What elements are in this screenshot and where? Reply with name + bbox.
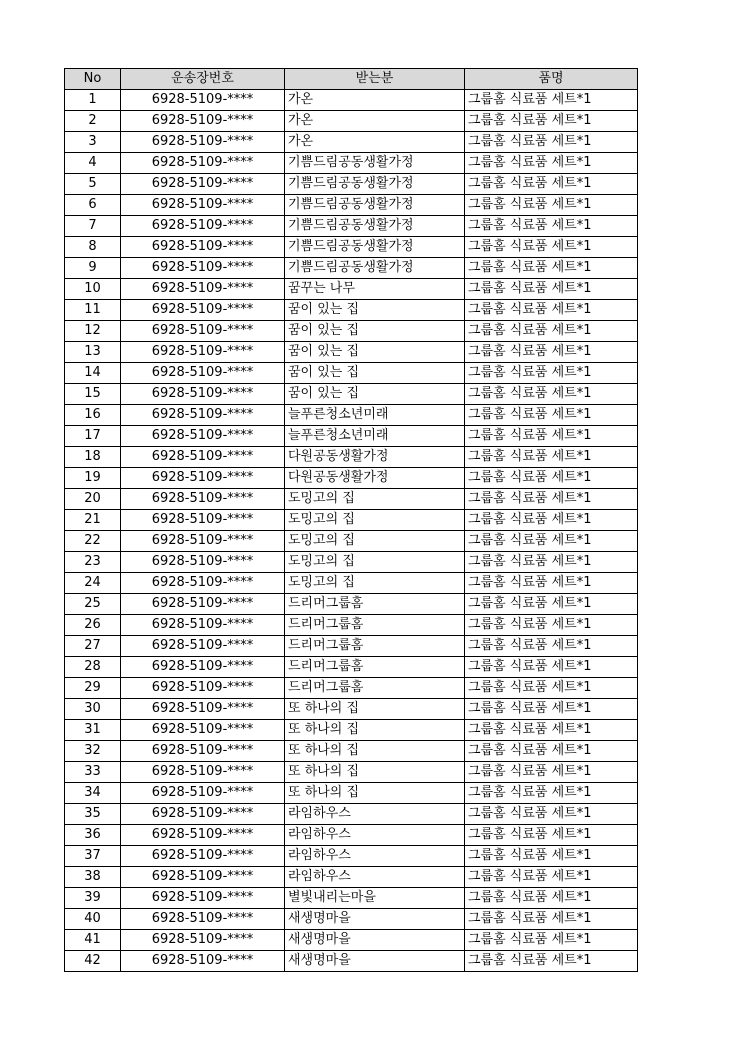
table-row xyxy=(65,363,638,384)
cell-item-name: 그룹홈 식료품 세트*1 xyxy=(465,447,638,468)
cell-recipient: 또 하나의 집 xyxy=(285,720,465,741)
cell-item-name: 그룹홈 식료품 세트*1 xyxy=(465,426,638,447)
cell-item-name: 그룹홈 식료품 세트*1 xyxy=(465,405,638,426)
cell-item-name: 그룹홈 식료품 세트*1 xyxy=(465,468,638,489)
header-no: No xyxy=(65,69,121,90)
cell-item-name: 그룹홈 식료품 세트*1 xyxy=(465,846,638,867)
cell-no: 23 xyxy=(65,552,121,573)
table-header xyxy=(65,69,638,90)
cell-item-name: 그룹홈 식료품 세트*1 xyxy=(465,951,638,972)
cell-tracking-number: 6928-5109-**** xyxy=(121,384,285,405)
table-row xyxy=(65,153,638,174)
header-item-name: 품명 xyxy=(465,69,638,90)
cell-no: 2 xyxy=(65,111,121,132)
table-row xyxy=(65,237,638,258)
cell-no: 5 xyxy=(65,174,121,195)
cell-no: 9 xyxy=(65,258,121,279)
cell-recipient: 가온 xyxy=(285,90,465,111)
cell-tracking-number: 6928-5109-**** xyxy=(121,363,285,384)
cell-recipient: 라임하우스 xyxy=(285,825,465,846)
cell-item-name: 그룹홈 식료품 세트*1 xyxy=(465,909,638,930)
cell-recipient: 꿈이 있는 집 xyxy=(285,363,465,384)
cell-no: 30 xyxy=(65,699,121,720)
cell-tracking-number: 6928-5109-**** xyxy=(121,132,285,153)
cell-recipient: 새생명마을 xyxy=(285,909,465,930)
cell-recipient: 또 하나의 집 xyxy=(285,741,465,762)
cell-recipient: 새생명마을 xyxy=(285,951,465,972)
cell-recipient: 기쁨드림공동생활가정 xyxy=(285,237,465,258)
cell-recipient: 새생명마을 xyxy=(285,930,465,951)
cell-tracking-number: 6928-5109-**** xyxy=(121,846,285,867)
cell-no: 27 xyxy=(65,636,121,657)
table-row xyxy=(65,279,638,300)
cell-no: 28 xyxy=(65,657,121,678)
cell-item-name: 그룹홈 식료품 세트*1 xyxy=(465,699,638,720)
cell-tracking-number: 6928-5109-**** xyxy=(121,195,285,216)
cell-recipient: 라임하우스 xyxy=(285,804,465,825)
cell-recipient: 드리머그룹홈 xyxy=(285,594,465,615)
header-tracking-number: 운송장번호 xyxy=(121,69,285,90)
cell-recipient: 도밍고의 집 xyxy=(285,552,465,573)
cell-recipient: 다원공동생활가정 xyxy=(285,468,465,489)
cell-item-name: 그룹홈 식료품 세트*1 xyxy=(465,615,638,636)
cell-tracking-number: 6928-5109-**** xyxy=(121,636,285,657)
table-row xyxy=(65,720,638,741)
cell-recipient: 또 하나의 집 xyxy=(285,699,465,720)
cell-tracking-number: 6928-5109-**** xyxy=(121,951,285,972)
table-row xyxy=(65,825,638,846)
cell-item-name: 그룹홈 식료품 세트*1 xyxy=(465,636,638,657)
cell-tracking-number: 6928-5109-**** xyxy=(121,258,285,279)
cell-item-name: 그룹홈 식료품 세트*1 xyxy=(465,153,638,174)
cell-no: 41 xyxy=(65,930,121,951)
cell-item-name: 그룹홈 식료품 세트*1 xyxy=(465,489,638,510)
cell-no: 4 xyxy=(65,153,121,174)
cell-item-name: 그룹홈 식료품 세트*1 xyxy=(465,783,638,804)
cell-tracking-number: 6928-5109-**** xyxy=(121,678,285,699)
cell-recipient: 드리머그룹홈 xyxy=(285,615,465,636)
cell-tracking-number: 6928-5109-**** xyxy=(121,111,285,132)
cell-tracking-number: 6928-5109-**** xyxy=(121,720,285,741)
cell-recipient: 도밍고의 집 xyxy=(285,510,465,531)
cell-item-name: 그룹홈 식료품 세트*1 xyxy=(465,132,638,153)
cell-item-name: 그룹홈 식료품 세트*1 xyxy=(465,279,638,300)
cell-tracking-number: 6928-5109-**** xyxy=(121,279,285,300)
table-row xyxy=(65,489,638,510)
cell-recipient: 가온 xyxy=(285,111,465,132)
cell-recipient: 도밍고의 집 xyxy=(285,489,465,510)
cell-no: 19 xyxy=(65,468,121,489)
table-row xyxy=(65,783,638,804)
cell-recipient: 또 하나의 집 xyxy=(285,762,465,783)
table-row xyxy=(65,342,638,363)
cell-tracking-number: 6928-5109-**** xyxy=(121,90,285,111)
cell-tracking-number: 6928-5109-**** xyxy=(121,153,285,174)
cell-tracking-number: 6928-5109-**** xyxy=(121,762,285,783)
cell-item-name: 그룹홈 식료품 세트*1 xyxy=(465,90,638,111)
cell-recipient: 꿈꾸는 나무 xyxy=(285,279,465,300)
cell-tracking-number: 6928-5109-**** xyxy=(121,573,285,594)
cell-no: 31 xyxy=(65,720,121,741)
cell-item-name: 그룹홈 식료품 세트*1 xyxy=(465,741,638,762)
table-row xyxy=(65,90,638,111)
table-row xyxy=(65,594,638,615)
cell-no: 16 xyxy=(65,405,121,426)
table-row xyxy=(65,510,638,531)
cell-tracking-number: 6928-5109-**** xyxy=(121,489,285,510)
cell-recipient: 라임하우스 xyxy=(285,846,465,867)
cell-recipient: 드리머그룹홈 xyxy=(285,636,465,657)
cell-no: 18 xyxy=(65,447,121,468)
cell-tracking-number: 6928-5109-**** xyxy=(121,405,285,426)
cell-tracking-number: 6928-5109-**** xyxy=(121,510,285,531)
cell-recipient: 또 하나의 집 xyxy=(285,783,465,804)
cell-item-name: 그룹홈 식료품 세트*1 xyxy=(465,321,638,342)
cell-recipient: 도밍고의 집 xyxy=(285,573,465,594)
cell-tracking-number: 6928-5109-**** xyxy=(121,237,285,258)
table-row xyxy=(65,930,638,951)
cell-no: 36 xyxy=(65,825,121,846)
cell-item-name: 그룹홈 식료품 세트*1 xyxy=(465,363,638,384)
cell-no: 7 xyxy=(65,216,121,237)
cell-item-name: 그룹홈 식료품 세트*1 xyxy=(465,174,638,195)
cell-no: 26 xyxy=(65,615,121,636)
cell-recipient: 늘푸른청소년미래 xyxy=(285,426,465,447)
cell-no: 40 xyxy=(65,909,121,930)
cell-item-name: 그룹홈 식료품 세트*1 xyxy=(465,216,638,237)
cell-item-name: 그룹홈 식료품 세트*1 xyxy=(465,195,638,216)
table-row xyxy=(65,468,638,489)
cell-item-name: 그룹홈 식료품 세트*1 xyxy=(465,804,638,825)
cell-recipient: 늘푸른청소년미래 xyxy=(285,405,465,426)
cell-item-name: 그룹홈 식료품 세트*1 xyxy=(465,237,638,258)
table-row xyxy=(65,909,638,930)
table-row xyxy=(65,573,638,594)
cell-item-name: 그룹홈 식료품 세트*1 xyxy=(465,867,638,888)
cell-no: 29 xyxy=(65,678,121,699)
cell-no: 14 xyxy=(65,363,121,384)
cell-tracking-number: 6928-5109-**** xyxy=(121,531,285,552)
cell-no: 20 xyxy=(65,489,121,510)
table-row xyxy=(65,888,638,909)
cell-tracking-number: 6928-5109-**** xyxy=(121,615,285,636)
table-row xyxy=(65,531,638,552)
cell-no: 1 xyxy=(65,90,121,111)
cell-item-name: 그룹홈 식료품 세트*1 xyxy=(465,888,638,909)
cell-recipient: 기쁨드림공동생활가정 xyxy=(285,258,465,279)
cell-no: 21 xyxy=(65,510,121,531)
cell-no: 3 xyxy=(65,132,121,153)
cell-tracking-number: 6928-5109-**** xyxy=(121,426,285,447)
cell-item-name: 그룹홈 식료품 세트*1 xyxy=(465,594,638,615)
table-row xyxy=(65,405,638,426)
cell-no: 32 xyxy=(65,741,121,762)
cell-item-name: 그룹홈 식료품 세트*1 xyxy=(465,678,638,699)
table-row xyxy=(65,867,638,888)
table-row xyxy=(65,741,638,762)
table-row xyxy=(65,216,638,237)
table-row xyxy=(65,111,638,132)
cell-recipient: 꿈이 있는 집 xyxy=(285,300,465,321)
cell-recipient: 기쁨드림공동생활가정 xyxy=(285,174,465,195)
cell-item-name: 그룹홈 식료품 세트*1 xyxy=(465,762,638,783)
cell-no: 35 xyxy=(65,804,121,825)
cell-recipient: 다원공동생활가정 xyxy=(285,447,465,468)
cell-item-name: 그룹홈 식료품 세트*1 xyxy=(465,300,638,321)
table-row xyxy=(65,762,638,783)
table-row xyxy=(65,552,638,573)
cell-recipient: 꿈이 있는 집 xyxy=(285,384,465,405)
cell-no: 10 xyxy=(65,279,121,300)
cell-tracking-number: 6928-5109-**** xyxy=(121,783,285,804)
cell-tracking-number: 6928-5109-**** xyxy=(121,300,285,321)
table-row xyxy=(65,951,638,972)
cell-recipient: 드리머그룹홈 xyxy=(285,657,465,678)
cell-tracking-number: 6928-5109-**** xyxy=(121,342,285,363)
cell-tracking-number: 6928-5109-**** xyxy=(121,699,285,720)
cell-tracking-number: 6928-5109-**** xyxy=(121,657,285,678)
table-row xyxy=(65,258,638,279)
cell-recipient: 별빛내리는마을 xyxy=(285,888,465,909)
cell-no: 17 xyxy=(65,426,121,447)
table-row xyxy=(65,426,638,447)
cell-item-name: 그룹홈 식료품 세트*1 xyxy=(465,825,638,846)
cell-no: 33 xyxy=(65,762,121,783)
cell-no: 13 xyxy=(65,342,121,363)
table-body xyxy=(65,90,638,972)
cell-tracking-number: 6928-5109-**** xyxy=(121,594,285,615)
table-row xyxy=(65,447,638,468)
cell-tracking-number: 6928-5109-**** xyxy=(121,174,285,195)
cell-item-name: 그룹홈 식료품 세트*1 xyxy=(465,573,638,594)
cell-item-name: 그룹홈 식료품 세트*1 xyxy=(465,552,638,573)
cell-recipient: 기쁨드림공동생활가정 xyxy=(285,216,465,237)
cell-item-name: 그룹홈 식료품 세트*1 xyxy=(465,930,638,951)
cell-tracking-number: 6928-5109-**** xyxy=(121,447,285,468)
table-row xyxy=(65,804,638,825)
cell-item-name: 그룹홈 식료품 세트*1 xyxy=(465,258,638,279)
table-row xyxy=(65,615,638,636)
cell-tracking-number: 6928-5109-**** xyxy=(121,909,285,930)
cell-tracking-number: 6928-5109-**** xyxy=(121,552,285,573)
cell-no: 22 xyxy=(65,531,121,552)
cell-no: 39 xyxy=(65,888,121,909)
cell-recipient: 가온 xyxy=(285,132,465,153)
cell-item-name: 그룹홈 식료품 세트*1 xyxy=(465,342,638,363)
table-row xyxy=(65,678,638,699)
cell-tracking-number: 6928-5109-**** xyxy=(121,216,285,237)
cell-recipient: 라임하우스 xyxy=(285,867,465,888)
cell-recipient: 도밍고의 집 xyxy=(285,531,465,552)
table-row xyxy=(65,132,638,153)
cell-recipient: 꿈이 있는 집 xyxy=(285,342,465,363)
cell-recipient: 드리머그룹홈 xyxy=(285,678,465,699)
cell-item-name: 그룹홈 식료품 세트*1 xyxy=(465,384,638,405)
cell-item-name: 그룹홈 식료품 세트*1 xyxy=(465,510,638,531)
cell-item-name: 그룹홈 식료품 세트*1 xyxy=(465,531,638,552)
cell-no: 42 xyxy=(65,951,121,972)
cell-recipient: 꿈이 있는 집 xyxy=(285,321,465,342)
cell-no: 37 xyxy=(65,846,121,867)
cell-no: 12 xyxy=(65,321,121,342)
cell-tracking-number: 6928-5109-**** xyxy=(121,825,285,846)
cell-tracking-number: 6928-5109-**** xyxy=(121,888,285,909)
cell-tracking-number: 6928-5109-**** xyxy=(121,867,285,888)
table-row xyxy=(65,321,638,342)
cell-no: 38 xyxy=(65,867,121,888)
cell-no: 34 xyxy=(65,783,121,804)
cell-tracking-number: 6928-5109-**** xyxy=(121,321,285,342)
header-recipient: 받는분 xyxy=(285,69,465,90)
table-row xyxy=(65,300,638,321)
header-row xyxy=(65,69,638,90)
cell-tracking-number: 6928-5109-**** xyxy=(121,468,285,489)
cell-tracking-number: 6928-5109-**** xyxy=(121,741,285,762)
shipment-table xyxy=(64,68,638,972)
cell-item-name: 그룹홈 식료품 세트*1 xyxy=(465,657,638,678)
table-row xyxy=(65,846,638,867)
table-row xyxy=(65,195,638,216)
table-row xyxy=(65,657,638,678)
cell-tracking-number: 6928-5109-**** xyxy=(121,930,285,951)
cell-no: 24 xyxy=(65,573,121,594)
cell-no: 6 xyxy=(65,195,121,216)
table-row xyxy=(65,699,638,720)
cell-no: 8 xyxy=(65,237,121,258)
cell-tracking-number: 6928-5109-**** xyxy=(121,804,285,825)
cell-no: 15 xyxy=(65,384,121,405)
cell-recipient: 기쁨드림공동생활가정 xyxy=(285,195,465,216)
cell-recipient: 기쁨드림공동생활가정 xyxy=(285,153,465,174)
table-row xyxy=(65,384,638,405)
cell-no: 25 xyxy=(65,594,121,615)
cell-item-name: 그룹홈 식료품 세트*1 xyxy=(465,111,638,132)
cell-item-name: 그룹홈 식료품 세트*1 xyxy=(465,720,638,741)
cell-no: 11 xyxy=(65,300,121,321)
table-row xyxy=(65,636,638,657)
table-row xyxy=(65,174,638,195)
